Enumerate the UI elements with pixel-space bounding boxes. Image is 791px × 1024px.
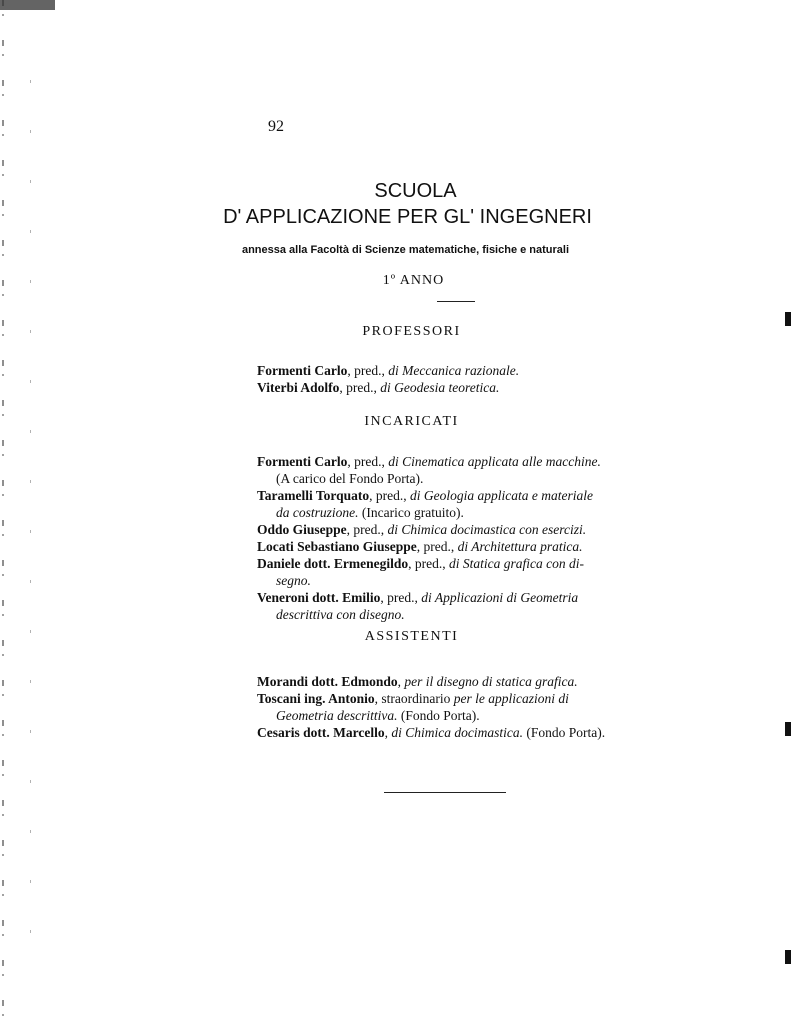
subject: per le applicazioni di (453, 691, 569, 706)
subject: di Chimica docimastica con esercizi. (387, 522, 587, 537)
list-item (257, 453, 601, 487)
note: (Incarico gratuito). (358, 505, 464, 520)
subtitle: annessa alla Facoltà di Scienze matematiche, fisiche e naturali (241, 244, 570, 256)
note: (Fondo Porta). (397, 708, 480, 723)
divider (384, 792, 506, 793)
role: , (384, 725, 392, 740)
subject: di Applicazioni di Geometria (421, 590, 579, 605)
role: , pred., (416, 539, 458, 554)
list-item (257, 690, 569, 724)
scan-mark (785, 722, 791, 736)
person-name: Morandi dott. Edmondo (257, 674, 398, 689)
subject-continued: segno. (276, 573, 311, 588)
list-item (257, 362, 519, 379)
person-name: Formenti Carlo (257, 363, 348, 378)
page-title-line2: D' APPLICAZIONE PER GL' INGEGNERI (223, 206, 592, 228)
person-name: Cesaris dott. Marcello (257, 725, 385, 740)
person-name: Oddo Giuseppe (257, 522, 347, 537)
subject: di Cinematica applicata alle macchine. (388, 454, 601, 469)
person-name: Taramelli Torquato (257, 488, 370, 503)
subject: di Statica grafica con di- (449, 556, 584, 571)
subject: di Architettura pratica. (457, 539, 583, 554)
role: , pred., (339, 380, 381, 395)
list-item (257, 538, 583, 555)
person-name: Daniele dott. Ermenegildo (257, 556, 409, 571)
subject: per il disegno di statica grafica. (404, 674, 578, 689)
note: (Fondo Porta). (522, 725, 606, 740)
list-item (257, 379, 499, 396)
page-number: 92 (268, 118, 284, 135)
section-heading-professori: PROFESSORI (362, 324, 461, 339)
subject: di Chimica docimastica. (391, 725, 523, 740)
person-name: Formenti Carlo (257, 454, 348, 469)
scan-artifact (0, 0, 55, 10)
divider (437, 301, 475, 302)
person-name: Locati Sebastiano Giuseppe (257, 539, 417, 554)
list-item (257, 589, 578, 623)
subject-continued: da costruzione. (276, 505, 359, 520)
list-item (257, 673, 578, 690)
role: , (397, 674, 405, 689)
subject-continued: Geometria descrittiva. (276, 708, 398, 723)
subject: di Geodesia teoretica. (380, 380, 500, 395)
person-name: Veneroni dott. Emilio (257, 590, 381, 605)
section-heading-incaricati: INCARICATI (364, 414, 459, 429)
section-heading-assistenti: ASSISTENTI (364, 629, 459, 644)
scan-edge (2, 0, 4, 1024)
role: , straordinario (374, 691, 454, 706)
list-item (257, 521, 586, 538)
role: , pred., (346, 522, 388, 537)
year-heading: 1º ANNO (382, 273, 445, 288)
list-item (257, 487, 593, 521)
list-item (257, 724, 605, 741)
subject: di Meccanica razionale. (388, 363, 520, 378)
list-item (257, 555, 584, 589)
page-title: SCUOLA (374, 180, 457, 202)
role: , pred., (380, 590, 422, 605)
scan-mark (785, 950, 791, 964)
role: , pred., (347, 363, 389, 378)
subject: di Geologia applicata e materiale (410, 488, 593, 503)
role: , pred., (408, 556, 449, 571)
note: (A carico del Fondo Porta). (276, 471, 424, 486)
person-name: Toscani ing. Antonio (257, 691, 375, 706)
person-name: Viterbi Adolfo (257, 380, 340, 395)
role: , pred., (369, 488, 411, 503)
role: , pred., (347, 454, 389, 469)
subject-continued: descrittiva con disegno. (276, 607, 405, 622)
